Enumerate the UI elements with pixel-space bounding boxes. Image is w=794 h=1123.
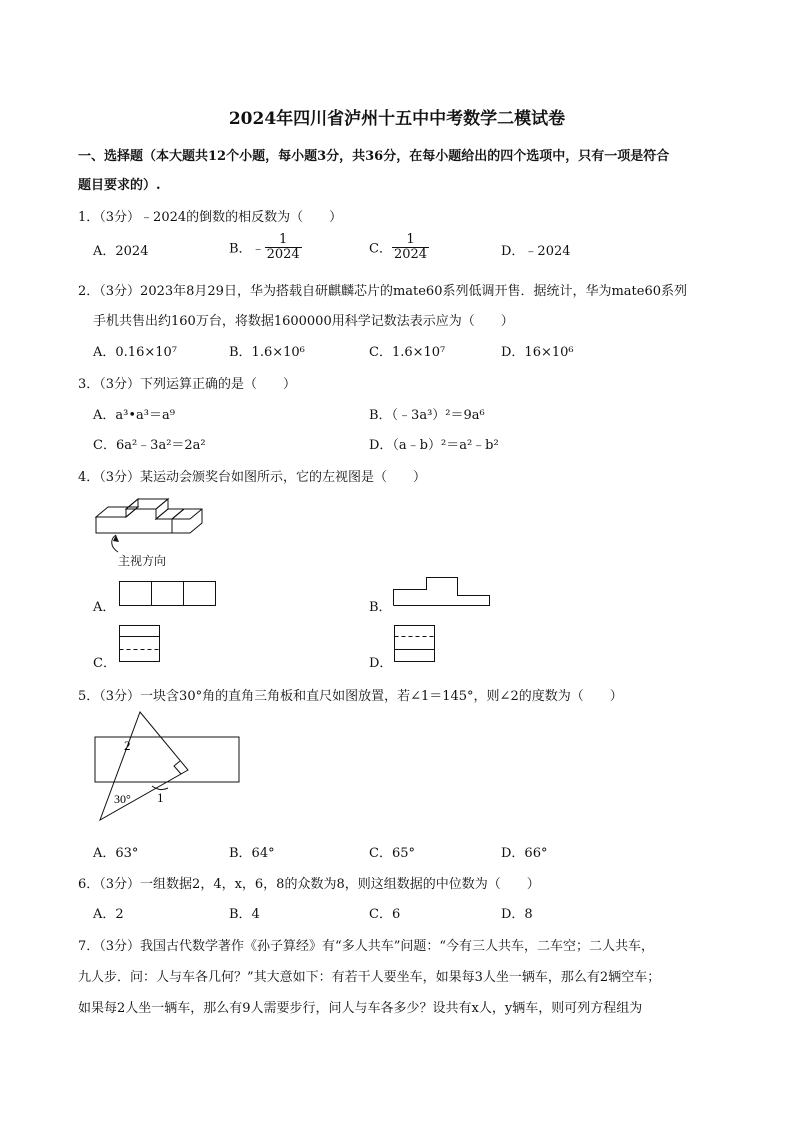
q3-option-d: D．（a﹣b）²＝a²﹣b²: [369, 438, 499, 453]
q4-option-c-label: C．: [93, 656, 116, 671]
q4-stem: 4．（3分）某运动会颁奖台如图所示，它的左视图是（ ）: [78, 470, 427, 485]
q4-option-c-figure: [118, 624, 162, 664]
q1-option-b-numerator: 1: [265, 233, 302, 248]
q1-stem: 1．（3分）﹣2024的倒数的相反数为（ ）: [78, 210, 343, 225]
q1-option-b: [229, 233, 302, 261]
q1-option-c-numerator: 1: [392, 233, 429, 248]
q1-option-c-fraction: [392, 233, 429, 261]
section-heading-line1: 一、选择题（本大题共12个小题，每小题3分，共36分，在每小题给出的四个选项中，只有一项是符合: [78, 149, 670, 164]
q3-option-a: A．a³•a³＝a⁹: [93, 408, 175, 423]
q1-option-b-sign: ﹣: [251, 241, 265, 257]
angle-30-label: 30°: [114, 792, 131, 806]
view-direction-label: 主视方向: [118, 554, 167, 568]
q2-stem-line1: 2．（3分）2023年8月29日，华为搭载自研麒麟芯片的mate60系列低调开售．据统计，华为mate60系列: [78, 284, 688, 299]
view-direction-arrow: [112, 535, 119, 552]
q2-option-d: D．16×10⁶: [501, 345, 574, 360]
q7-stem-line3: 如果每2人坐一辆车，那么有9人需要步行，问人与车各多少？设共有x人，y辆车，则可列方程组为: [78, 1001, 643, 1016]
q2-option-c: C．1.6×10⁷: [369, 345, 446, 360]
q1-option-c: [369, 233, 429, 261]
right-angle-mark: [174, 761, 181, 774]
q4-option-d-label: D．: [369, 656, 393, 671]
q4-option-d-figure: [393, 624, 437, 664]
q3-option-b: B．（﹣3a³）²＝9a⁶: [369, 408, 485, 423]
q3-option-c: C．6a²﹣3a²＝2a²: [93, 438, 206, 453]
q3-stem: 3．（3分）下列运算正确的是（ ）: [78, 377, 297, 392]
q1-option-b-denominator: 2024: [266, 246, 300, 262]
q1-option-a: A．2024: [93, 244, 149, 259]
q2-option-a: A．0.16×10⁷: [93, 345, 177, 360]
section-heading-line2: 题目要求的）.: [78, 178, 161, 193]
q2-option-b: B．1.6×10⁶: [229, 345, 305, 360]
q6-option-d: D．8: [501, 907, 533, 922]
q4-option-b-figure: [392, 575, 492, 607]
q5-stem: 5．（3分）一块含30°角的直角三角板和直尺如图放置，若∠1＝145°，则∠2的度数为（ ）: [78, 689, 623, 704]
q5-option-b: B．64°: [229, 846, 275, 861]
q5-option-a: A．63°: [93, 846, 139, 861]
angle-2-label: 2: [124, 738, 131, 753]
q7-stem-line2: 九人步．问：人与车各几何？”其大意如下：有若干人要坐车，如果每3人坐一辆车，那么有2辆空车；: [78, 970, 661, 985]
q7-stem-line1: 7．（3分）我国古代数学著作《孙子算经》有“多人共车”问题：“今有三人共车，二车空；二人共车，: [78, 939, 654, 954]
q4-option-a-label: A．: [93, 600, 116, 615]
q6-option-b: B．4: [229, 907, 260, 922]
q6-option-c: C．6: [369, 907, 401, 922]
q1-option-b-fraction: [265, 233, 302, 261]
q4-option-b-label: B．: [369, 600, 392, 615]
q1-option-d: D．﹣2024: [501, 244, 571, 259]
q1-option-c-label: C．: [369, 241, 392, 257]
q2-stem-line2: 手机共售出约160万台，将数据1600000用科学记数法表示应为（ ）: [93, 314, 514, 329]
q5-option-d: D．66°: [501, 846, 548, 861]
page-title: 2024年四川省泸州十五中中考数学二模试卷: [228, 109, 566, 129]
q6-stem: 6．（3分）一组数据2，4，x，6，8的众数为8，则这组数据的中位数为（ ）: [78, 877, 540, 892]
q5-option-c: C．65°: [369, 846, 415, 861]
q1-option-b-label: B．: [229, 241, 252, 257]
q6-option-a: A．2: [93, 907, 124, 922]
q4-option-a-figure: [118, 580, 218, 608]
q1-option-c-denominator: 2024: [393, 246, 428, 262]
triangle-ruler-figure: [90, 710, 250, 826]
angle-1-label: 1: [157, 790, 164, 805]
